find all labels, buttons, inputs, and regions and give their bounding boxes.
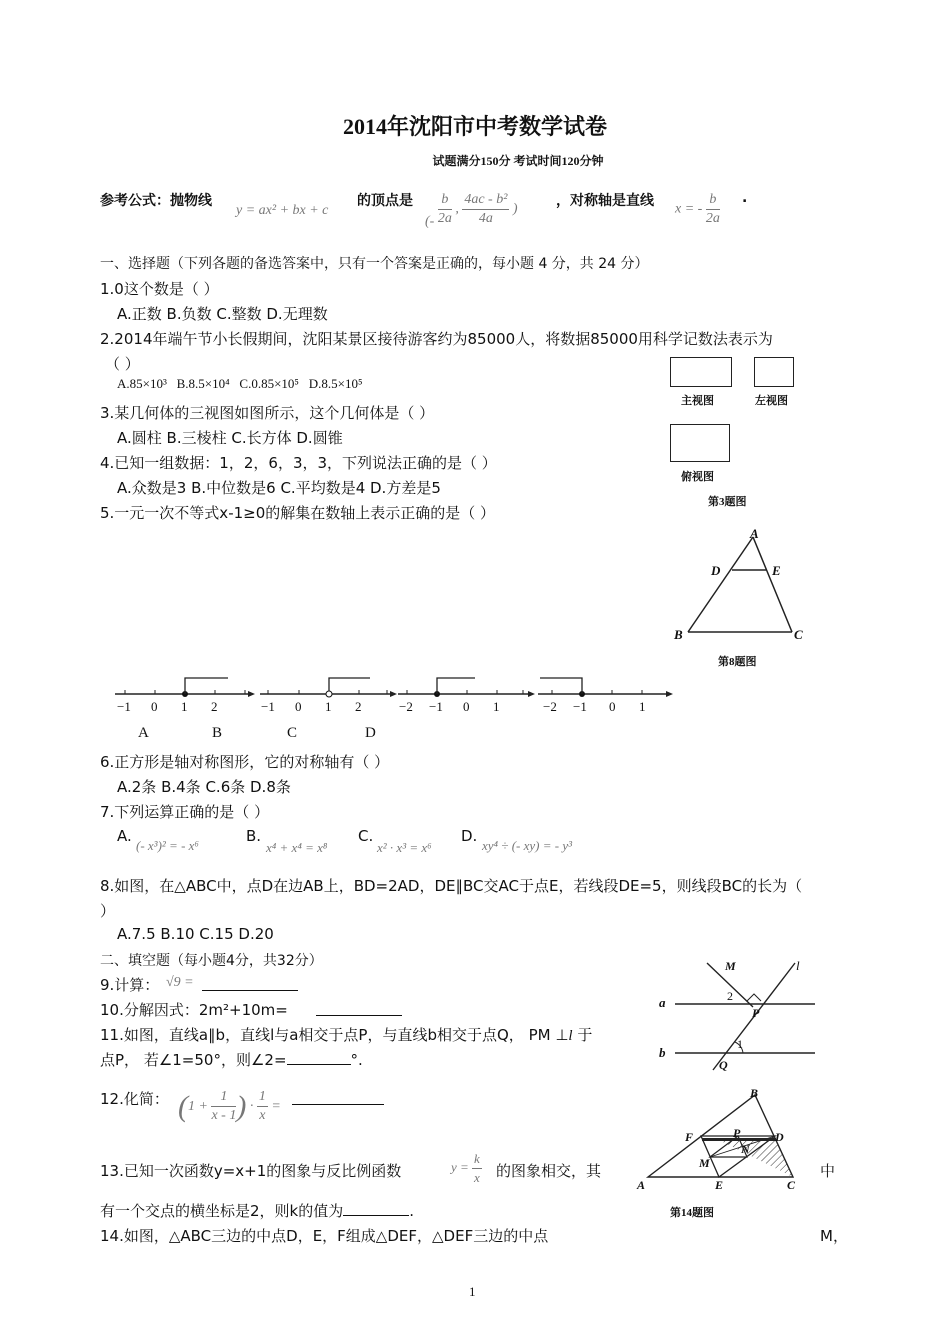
q2-options	[117, 376, 362, 392]
numberline-b-ray	[329, 678, 370, 691]
q14-tail: M，	[820, 1227, 848, 1245]
q10-stem: 10.分解因式：2m²+10m=	[100, 1001, 288, 1019]
nl-d-tick-2: 0	[609, 699, 616, 714]
q2-option-b: B.8.5×10⁴	[176, 376, 230, 391]
axis-lhs: x = -	[675, 201, 703, 217]
fig14-label-c: C	[787, 1178, 796, 1192]
vertex-x-numerator: b	[438, 191, 452, 210]
fig14-label-d: D	[775, 1130, 784, 1144]
q13-line2-end: .	[409, 1202, 415, 1220]
nl-b-tick-1: 0	[295, 699, 302, 714]
q8-stem: 8.如图，在△ABC中，点D在边AB上，BD=2AD，DE∥BC交AC于点E，若线段DE=5，则线段BC的长为（	[100, 877, 803, 895]
q6-stem: 6.正方形是轴对称图形，它的对称轴有（ ）	[100, 753, 390, 771]
q11-line1	[100, 1024, 592, 1045]
section-1-heading: 一、选择题（下列各题的备选答案中，只有一个答案是正确的，每小题 4 分，共 24 分）	[100, 256, 649, 272]
numberline-b-point	[326, 691, 332, 697]
q13-y-eq: y =	[451, 1159, 469, 1175]
q12-numerator-2: 1	[257, 1088, 268, 1107]
fig14-caption: 第14题图	[670, 1207, 714, 1219]
q12-mul: ·	[249, 1099, 254, 1114]
q11-line2	[100, 1049, 363, 1070]
fig14-label-a: A	[637, 1178, 646, 1192]
q7-d-expr: xy⁴ ÷ (- xy) = - y³	[482, 838, 572, 853]
nl-a-tick-3: 2	[211, 699, 218, 714]
vertex-close: )	[512, 201, 518, 217]
q8-close: ）	[100, 902, 116, 920]
q13-k: k	[472, 1150, 482, 1169]
q12-stem: 12.化简：	[100, 1090, 169, 1108]
nl-c-tick-0: −2	[399, 699, 413, 714]
fig14-label-n: N	[741, 1142, 750, 1156]
q8-options: A.7.5 B.10 C.15 D.20	[117, 925, 274, 943]
q7-c-expr: x² · x³ = x⁶	[377, 840, 432, 855]
fig8-caption: 第8题图	[718, 656, 757, 668]
fig8-label-d: D	[711, 563, 721, 578]
q11-answer-blank[interactable]	[287, 1050, 351, 1065]
q7-d-label: D.	[461, 827, 478, 845]
q9-stem: 9.计算：	[100, 976, 160, 994]
q2-option-c: C.0.85×10⁵	[239, 376, 299, 391]
numberline-b-arrow	[390, 691, 397, 697]
fig8-label-b: B	[674, 627, 683, 642]
vertex-y-numerator: 4ac - b²	[462, 191, 509, 210]
nl-b-tick-0: −1	[261, 699, 275, 714]
q12-expr: (1 + $\frac{1}{x - 1}$ ) · $\frac{1}{x}$ =	[178, 1089, 281, 1124]
top-view-label: 俯视图	[681, 471, 714, 483]
vertex-formula	[425, 191, 518, 228]
page-title: 2014年沈阳市中考数学试卷	[342, 114, 607, 139]
fig8-label-a: A	[750, 526, 759, 541]
q7-stem: 7.下列运算正确的是（ ）	[100, 803, 270, 821]
q12-denominator-2: x	[259, 1108, 266, 1124]
fig11-label-a: a	[659, 995, 666, 1010]
numberline-a-ray	[185, 678, 228, 694]
q13-x: x	[474, 1170, 480, 1185]
q2-stem: 2.2014年端午节小长假期间，沈阳某景区接待游客约为85000人，将数据85000用科学记数法表示为	[100, 330, 773, 348]
fig3-caption: 第3题图	[708, 496, 747, 508]
nl-d-tick-0: −2	[543, 699, 557, 714]
fig14-label-p: P	[733, 1126, 741, 1140]
fig14-label-m: M	[699, 1156, 710, 1170]
nl-d-tick-1: −1	[573, 699, 587, 714]
nl-c-tick-2: 0	[463, 699, 470, 714]
vertex-y-denominator: 4a	[478, 211, 493, 226]
left-view-rect	[754, 357, 794, 387]
formula-axis-text: ，对称轴是直线	[556, 193, 654, 209]
q3-options: A.圆柱 B.三棱柱 C.长方体 D.圆锥	[117, 429, 343, 447]
side-ab	[688, 537, 753, 632]
q11-line2-text: 点P， 若∠1=50°，则∠2=	[100, 1051, 287, 1069]
fig11-label-m: M	[725, 959, 736, 973]
nl-a-tick-0: −1	[117, 699, 131, 714]
q2-paren: （ ）	[105, 355, 140, 373]
formula-mid: 的顶点是	[357, 193, 413, 209]
fig11-label-q: Q	[719, 1058, 728, 1072]
front-view-rect	[670, 357, 732, 387]
numberline-d-ray	[540, 678, 582, 694]
q11-line2-end: °.	[350, 1051, 363, 1069]
q1-stem: 1.0这个数是（ ）	[100, 280, 219, 298]
q13-line1-a: 13.已知一次函数y=x+1的图象与反比例函数	[100, 1162, 402, 1180]
q11-line1-end: 于	[572, 1026, 593, 1044]
q12-denominator: x - 1	[211, 1108, 237, 1124]
nl-label-c: C	[287, 725, 298, 741]
fig11-label-p: P	[752, 1006, 760, 1020]
q2-option-a: A.85×10³	[117, 376, 167, 391]
q9-answer-blank[interactable]	[202, 976, 298, 991]
q5-stem: 5.一元一次不等式x-1≥0的解集在数轴上表示正确的是（ ）	[100, 504, 496, 522]
q13-inverse-expr	[451, 1150, 482, 1187]
q4-stem: 4.已知一组数据：1，2，6，3，3，下列说法正确的是（ ）	[100, 454, 497, 472]
nl-b-tick-2: 1	[325, 699, 332, 714]
q11-line1-text: 11.如图，直线a∥b，直线l与a相交于点P，与直线b相交于点Q， PM ⊥	[100, 1026, 569, 1044]
numberline-a-arrow	[248, 691, 255, 697]
right-angle-mark	[747, 994, 761, 1001]
parabola-expression: y = ax² + bx + c	[236, 203, 329, 218]
axis-formula	[675, 191, 720, 228]
nl-label-b: B	[212, 725, 223, 741]
vertex-x-denominator: 2a	[437, 211, 452, 226]
axis-denominator: 2a	[705, 211, 720, 226]
q13-answer-blank[interactable]	[343, 1201, 409, 1216]
q10-answer-blank[interactable]	[316, 1001, 402, 1016]
q12-one-plus: 1 +	[188, 1099, 208, 1114]
fig14-label-e: E	[715, 1178, 724, 1192]
nl-label-d: D	[365, 725, 376, 741]
nl-b-tick-3: 2	[355, 699, 362, 714]
nl-a-tick-1: 0	[151, 699, 158, 714]
q7-c-label: C.	[358, 827, 374, 845]
numberline-d-arrow	[666, 691, 673, 697]
page-subtitle: 试题满分150分 考试时间120分钟	[432, 154, 604, 168]
nl-c-tick-3: 1	[493, 699, 500, 714]
q4-options: A.众数是3 B.中位数是6 C.平均数是4 D.方差是5	[117, 479, 441, 497]
q1-options: A.正数 B.负数 C.整数 D.无理数	[117, 305, 328, 323]
q7-b-label: B.	[246, 827, 262, 845]
formula-end: .	[742, 190, 748, 206]
q12-numerator: 1	[211, 1088, 236, 1107]
fig8-triangle	[670, 525, 820, 670]
section-2-heading: 二、填空题（每小题4分，共32分）	[100, 953, 323, 969]
left-view-label: 左视图	[755, 395, 788, 407]
q7-b-expr: x⁴ + x⁴ = x⁸	[266, 840, 328, 855]
q6-options: A.2条 B.4条 C.6条 D.8条	[117, 778, 291, 796]
q13-line2	[100, 1200, 414, 1221]
q13-line1-b: 的图象相交，其	[496, 1162, 602, 1180]
fig11-label-b: b	[659, 1045, 666, 1060]
q12-equals: =	[271, 1099, 281, 1114]
nl-d-tick-3: 1	[639, 699, 646, 714]
q12-answer-blank[interactable]	[292, 1090, 384, 1105]
numberline-c-arrow	[528, 691, 535, 697]
fig14-label-f: F	[685, 1130, 694, 1144]
fig11-label-2: 2	[727, 989, 733, 1003]
numberline-c-ray	[437, 678, 475, 694]
nl-a-tick-2: 1	[181, 699, 188, 714]
q13-zhong: 中	[820, 1162, 836, 1180]
shaded-region	[719, 1140, 793, 1177]
q9-expr: √9 =	[166, 975, 194, 990]
fig8-label-c: C	[794, 627, 803, 642]
nl-label-a: A	[138, 725, 149, 741]
vertex-comma: ,	[455, 201, 459, 217]
q2-option-d: D.8.5×10⁵	[308, 376, 363, 391]
axis-numerator: b	[706, 191, 720, 210]
fig8-label-e: E	[772, 563, 781, 578]
fig14-label-b: B	[750, 1086, 759, 1100]
q13-line2-text: 有一个交点的横坐标是2，则k的值为	[100, 1202, 344, 1220]
q14-line1: 14.如图，△ABC三边的中点D，E，F组成△DEF，△DEF三边的中点	[100, 1227, 549, 1245]
nl-c-tick-1: −1	[429, 699, 443, 714]
front-view-label: 主视图	[681, 395, 714, 407]
top-view-rect	[670, 424, 730, 462]
q7-a-expr: (- x³)² = - x⁶	[136, 838, 199, 853]
q3-stem: 3.某几何体的三视图如图所示，这个几何体是（ ）	[100, 404, 435, 422]
q11-line-l: l	[568, 1028, 573, 1044]
q7-a-label: A.	[117, 827, 132, 845]
fig11-label-l: l	[796, 958, 800, 973]
vertex-open: (-	[425, 213, 435, 229]
number-lines	[110, 670, 680, 705]
side-ac	[753, 537, 792, 632]
page-number: 1	[469, 1284, 476, 1299]
fig11-label-1: 1	[737, 1037, 743, 1051]
formula-prefix: 参考公式：抛物线	[100, 193, 212, 209]
